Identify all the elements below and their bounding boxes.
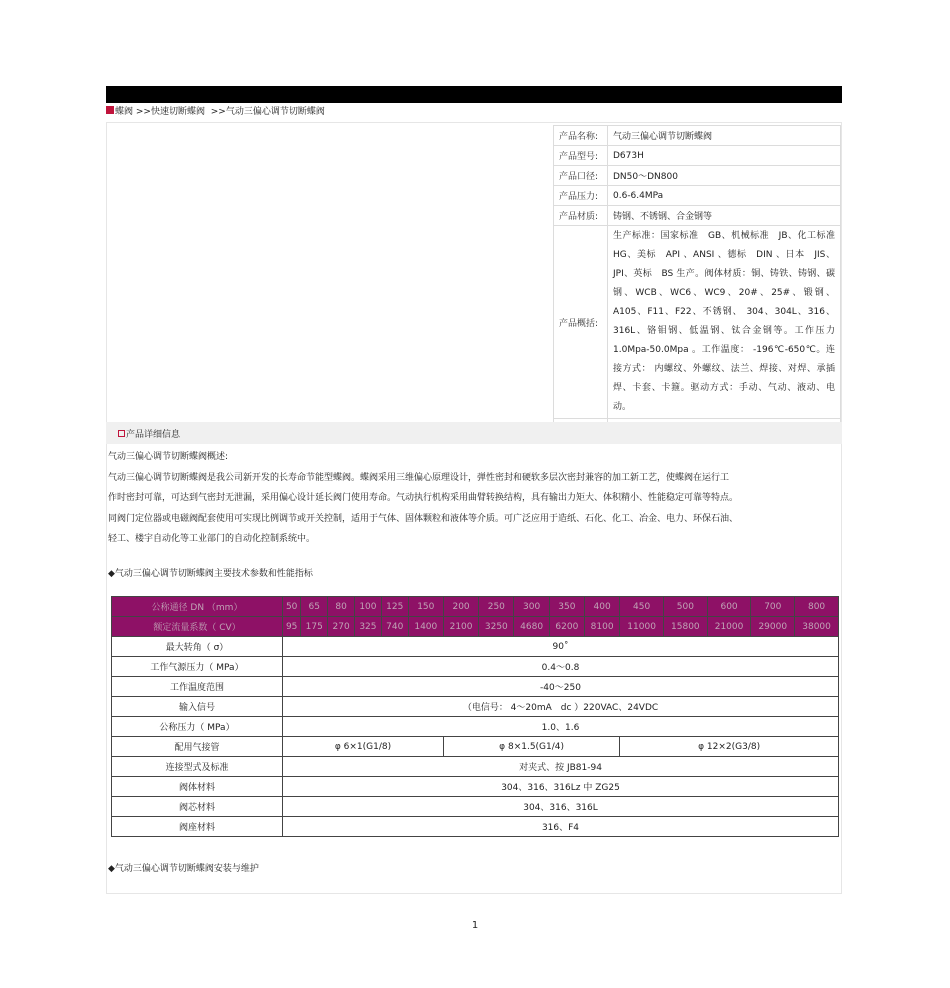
bullet-icon bbox=[106, 106, 114, 114]
cv-value: 8100 bbox=[585, 617, 620, 637]
param-value: 304、316、316L bbox=[283, 797, 839, 817]
product-spec-table bbox=[553, 125, 847, 439]
dn-value: 800 bbox=[795, 597, 839, 617]
param-label: 公称压力（ MPa） bbox=[112, 717, 283, 737]
param-label: 连接型式及标准 bbox=[112, 757, 283, 777]
spec-row bbox=[554, 186, 841, 206]
breadcrumb bbox=[106, 106, 325, 118]
param-value: 1.0、1.6 bbox=[283, 717, 839, 737]
dn-value: 200 bbox=[443, 597, 478, 617]
dn-value: 700 bbox=[751, 597, 795, 617]
params-section-heading: ◆气动三偏心调节切断蝶阀主要技术参数和性能指标 bbox=[108, 569, 313, 579]
pipe-spec: φ 8×1.5(G1/4) bbox=[443, 737, 619, 757]
param-value: 0.4～0.8 bbox=[283, 657, 839, 677]
param-row bbox=[112, 777, 839, 797]
dn-value: 600 bbox=[707, 597, 751, 617]
dn-value: 80 bbox=[328, 597, 355, 617]
param-row bbox=[112, 677, 839, 697]
breadcrumb-item-butterfly-valve[interactable]: 蝶阀 bbox=[115, 107, 134, 117]
overview-line: 作时密封可靠，可达到气密封无泄漏，采用偏心设计延长阀门使用寿命。气动执行机构采用曲臂转换结构，具有输出力矩大、体积精小、性能稳定可靠等特点。 bbox=[108, 493, 739, 504]
param-row bbox=[112, 657, 839, 677]
dn-value: 125 bbox=[381, 597, 408, 617]
cv-value: 740 bbox=[381, 617, 408, 637]
dn-value: 300 bbox=[514, 597, 549, 617]
dn-value: 350 bbox=[549, 597, 584, 617]
dn-value: 65 bbox=[301, 597, 328, 617]
param-value: 304、316、316Lz 中 ZG25 bbox=[283, 777, 839, 797]
cv-value: 29000 bbox=[751, 617, 795, 637]
param-value: （电信号： 4～20mA dc ）220VAC、24VDC bbox=[283, 697, 839, 717]
cv-value: 3250 bbox=[479, 617, 514, 637]
dn-value: 500 bbox=[663, 597, 707, 617]
spec-value: 铸钢、不锈钢、合金钢等 bbox=[608, 206, 841, 226]
cv-value: 38000 bbox=[795, 617, 839, 637]
spec-label: 产品名称: bbox=[554, 126, 608, 146]
spec-row bbox=[554, 166, 841, 186]
pipe-spec: φ 12×2(G3/8) bbox=[620, 737, 839, 757]
cv-row bbox=[112, 617, 839, 637]
param-value: 对夹式、按 JB81-94 bbox=[283, 757, 839, 777]
overview-heading: 气动三偏心调节切断蝶阀概述: bbox=[108, 452, 229, 462]
param-label: 阀体材料 bbox=[112, 777, 283, 797]
param-label: 配用气接管 bbox=[112, 737, 283, 757]
breadcrumb-separator: >> bbox=[210, 107, 226, 117]
cv-value: 1400 bbox=[408, 617, 443, 637]
cv-value: 6200 bbox=[549, 617, 584, 637]
cv-value: 95 bbox=[283, 617, 301, 637]
param-row bbox=[112, 637, 839, 657]
param-label: 输入信号 bbox=[112, 697, 283, 717]
param-row bbox=[112, 817, 839, 837]
page-number: 1 bbox=[471, 920, 479, 931]
param-row bbox=[112, 757, 839, 777]
dn-value: 150 bbox=[408, 597, 443, 617]
breadcrumb-item-current: 气动三偏心调节切断蝶阀 bbox=[225, 107, 325, 117]
cv-value: 15800 bbox=[663, 617, 707, 637]
param-label: 阀芯材料 bbox=[112, 797, 283, 817]
param-label: 阀座材料 bbox=[112, 817, 283, 837]
cv-value: 2100 bbox=[443, 617, 478, 637]
detail-title: 产品详细信息 bbox=[126, 430, 181, 440]
spec-value: 气动三偏心调节切断蝶阀 bbox=[608, 126, 841, 146]
cv-value: 21000 bbox=[707, 617, 751, 637]
technical-params-table bbox=[111, 596, 839, 837]
cv-value: 11000 bbox=[620, 617, 664, 637]
dn-row bbox=[112, 597, 839, 617]
overview-text bbox=[108, 447, 808, 550]
overview-line: 轻工、楼宇自动化等工业部门的自动化控制系统中。 bbox=[108, 534, 316, 545]
spec-value: 生产标准：国家标准 GB、机械标准 JB、化工标准 HG、美标 API 、ANSI 、德标 DIN 、日本 JIS、JPI、英标 BS 生产。阀体材质：铜、铸铁、铸钢、碳钢、WCB、WC6、WC9、20#、25#、锻钢、 A105、F11、F22、不锈钢、 304、304L、316、316L、铬钼钢、低温钢、钛合金钢等。工作压力 1.0Mpa-50.0Mpa 。工作温度： -196℃-650℃。连接方式： 内螺纹、外螺纹、法兰、焊接、对焊、承插焊、卡套、卡箍。驱动方式：手动、气动、液动、电动。 bbox=[608, 226, 841, 419]
cv-value: 325 bbox=[355, 617, 382, 637]
dn-value: 400 bbox=[585, 597, 620, 617]
detail-section-header bbox=[106, 422, 842, 444]
spec-value: D673H bbox=[608, 146, 841, 166]
param-row bbox=[112, 797, 839, 817]
spec-value: 0.6-6.4MPa bbox=[608, 186, 841, 206]
spec-label: 产品压力: bbox=[554, 186, 608, 206]
spec-value: DN50～DN800 bbox=[608, 166, 841, 186]
cv-value: 4680 bbox=[514, 617, 549, 637]
spec-label: 产品口径: bbox=[554, 166, 608, 186]
param-value: 90˚ bbox=[283, 637, 839, 657]
spec-row bbox=[554, 126, 841, 146]
dn-label: 公称通径 DN （mm） bbox=[112, 597, 283, 617]
cv-value: 175 bbox=[301, 617, 328, 637]
param-row bbox=[112, 697, 839, 717]
pipe-spec: φ 6×1(G1/8) bbox=[283, 737, 444, 757]
spec-row bbox=[554, 146, 841, 166]
param-row-pipe bbox=[112, 737, 839, 757]
overview-line: 同阀门定位器或电磁阀配套使用可实现比例调节或开关控制，适用于气体、固体颗粒和液体等介质。可广泛应用于造纸、石化、化工、冶金、电力、环保石油、 bbox=[108, 513, 739, 524]
overview-line: 气动三偏心调节切断蝶阀是我公司新开发的长寿命节能型蝶阀。蝶阀采用三维偏心原理设计，弹性密封和硬软多层次密封兼容的加工新工艺，使蝶阀在运行工 bbox=[108, 472, 730, 483]
dn-value: 100 bbox=[355, 597, 382, 617]
spec-row bbox=[554, 206, 841, 226]
spec-row bbox=[554, 226, 841, 419]
spec-label: 产品型号: bbox=[554, 146, 608, 166]
param-label: 工作气源压力（ MPa） bbox=[112, 657, 283, 677]
breadcrumb-separator: >> bbox=[135, 107, 151, 117]
install-section-heading: ◆气动三偏心调节切断蝶阀安装与维护 bbox=[108, 864, 259, 874]
dn-value: 50 bbox=[283, 597, 301, 617]
spec-label: 产品概括: bbox=[554, 226, 608, 419]
param-value: 316、F4 bbox=[283, 817, 839, 837]
dn-value: 450 bbox=[620, 597, 664, 617]
spec-label: 产品材质: bbox=[554, 206, 608, 226]
dn-value: 250 bbox=[479, 597, 514, 617]
bullet-icon bbox=[118, 430, 125, 437]
param-row bbox=[112, 717, 839, 737]
param-label: 最大转角（ σ） bbox=[112, 637, 283, 657]
top-banner bbox=[106, 86, 842, 103]
cv-label: 额定流量系数（ CV） bbox=[112, 617, 283, 637]
param-label: 工作温度范围 bbox=[112, 677, 283, 697]
breadcrumb-item-quick-shutoff[interactable]: 快速切断蝶阀 bbox=[150, 107, 205, 117]
param-value: -40～250 bbox=[283, 677, 839, 697]
cv-value: 270 bbox=[328, 617, 355, 637]
